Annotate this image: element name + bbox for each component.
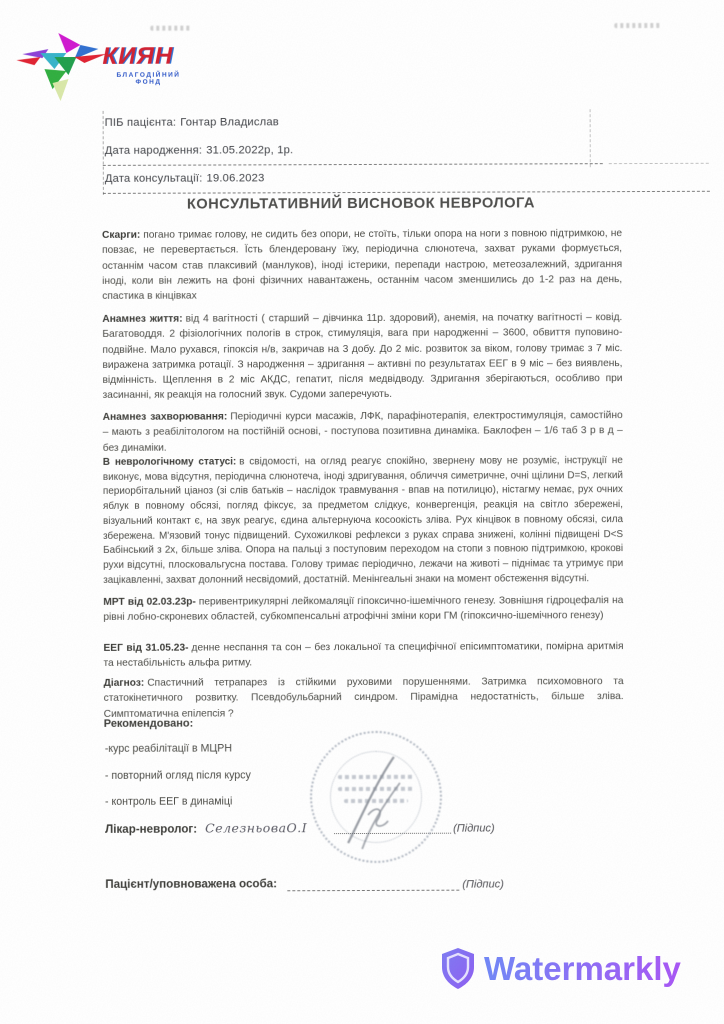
- logo-subtitle: БЛАГОДІЙНИЙ ФОНД: [116, 71, 181, 86]
- recommendation-item: - повторний огляд після курсу: [104, 769, 251, 782]
- section-text: погано тримає голову, не сидить без опори, не стоїть, тільки опора на ноги з повною підтримкою, не повзає, не перевертається. Їсть блендеровану їжу, періодична слюнотеча, захват руками формується, останнім часом став плаксивий (манлуков), іноді істерики, перепади настрою, метеозалежний, здригання іноді, коли він лежить на фоні фізичних навантажень, останнім часом зменшились до 1-2 раз на день, спастика в кінцівках: [102, 228, 623, 303]
- page-title: КОНСУЛЬТАТИВНИЙ ВИСНОВОК НЕВРОЛОГА: [186, 195, 535, 213]
- section-label: Діагноз:: [103, 677, 145, 689]
- fund-logo: [14, 27, 194, 106]
- section-complaints: [102, 226, 622, 311]
- birth-date-value: 31.05.2022р, 1р.: [206, 144, 294, 157]
- section-label: В неврологічному статусі:: [102, 456, 237, 468]
- consult-date-value: 19.06.2023: [206, 172, 265, 185]
- section-text: в свідомості, на огляд реагує спокійно, звернену мову не розуміє, інструкції не виконує, мова відсутня, періодична слюнотеча, іноді здригування, обличчя симетричне, очні щілини D=S, легкий периорбітальний ціаноз (зі слів батьків – наслідок травмування - впав на потилицю), ністагму немає, рух очних яблук в повному обсязі, погляд фіксує, за предметом слідкує, конвергенція, реакція на світло збережені, візуальний контакт є, на звук реагує, єдина альтернуюча косоокість зліва. Рух кінцівок в повному обсязі, сила збережена.: [102, 455, 624, 542]
- handwritten-signature: [310, 731, 442, 863]
- logo-text: [102, 43, 194, 86]
- section-label: Анамнез життя:: [102, 313, 183, 325]
- doctor-name: СелезньоваО.І: [205, 820, 308, 836]
- consult-date-field: [105, 172, 265, 185]
- section-label: Анамнез захворювання:: [102, 411, 228, 423]
- round-stamp: [310, 731, 442, 863]
- section-disease-anamnesis: [103, 408, 623, 456]
- signature-caption: (Підпис): [453, 822, 495, 835]
- section-text-2: М'язовий тонус підвищений. Сухожилкові рефлекси з руках справа знижені, колінні підвищені D<S Бабінський з 2х, більше зліва. Опора на пальці з поступовим переходом на стопи з повною підтримкою, крокові рухи відсутні, плосковальгусна постава. Голову тримає періодично, лежачи на животі – піднімає та утримує при зацікавленні, захват долонний несвідомий, достатній. Менінгеальні знаки на момент обстеження відсутні.: [103, 528, 624, 586]
- section-eeg: [103, 639, 623, 676]
- section-text: Спастичний тетрапарез із стійкими руховими порушеннями. Затримка психомовного та статокінетичного розвитку. Псевдобульбарний синдром. Пірамідна недостатність, більше зліва. Симптоматична епілепсія ?: [103, 676, 624, 720]
- section-text: Періодичні курси масажів, ЛФК, парафінотерапія, електростимуляція, самостійно – мають з реабілітологом на постійній основі, - поступова позитивна динаміка. Баклофен – 1/6 таб 3 р в д – без динаміки.: [102, 410, 623, 454]
- section-text: від 4 вагітності ( старший – дівчинка 11р. здоровий), анемія, на початку вагітності – ковід. Багатоводдя. 2 фізіологічних пологів в строк, стимуляція, вага при народженні – 3600, обвиття пуповино- подвійне. Мало рухався, гіпоксія н/в, закричав на 3 добу. До 2 міс. розвиток за віком, голову тримає з 7 міс. виражена затримка ротації. З народження – здригання – активні по результатах ЕЕГ в 9 міс – без виявлень, відмінність. Щеплення в 2 міс АКДС, гепатит, після медвідводу. Здригання зберігаються, особливо при засинанні, як реакція на голосний звук. Судоми заперечують.: [102, 312, 623, 402]
- shield-icon: [442, 948, 474, 989]
- section-mrt: [103, 593, 623, 642]
- field-border: [590, 109, 591, 167]
- section-label: МРТ від 02.03.23р-: [103, 596, 196, 608]
- watermark-text: Watermarkly: [484, 950, 681, 987]
- recommendation-item: - контроль ЕЕГ в динаміці: [104, 795, 233, 808]
- doctor-signature-row: [105, 820, 307, 836]
- patient-signature-line: [287, 890, 459, 892]
- field-underline: [103, 191, 710, 194]
- section-text: денне неспання та сон – без локальної та специфічної епісимптоматики, помірна аритмія та нестабільність альфа ритму.: [103, 641, 624, 670]
- section-life-anamnesis: [102, 310, 622, 410]
- consult-date-label: Дата консультації:: [104, 172, 203, 185]
- logo-brand: КИЯН: [102, 42, 174, 70]
- field-underline: [103, 163, 603, 166]
- birth-date-label: Дата народження:: [104, 144, 203, 157]
- section-label: Скарги:: [102, 229, 141, 241]
- scan-smudge: [614, 23, 662, 28]
- patient-name-value: Гонтар Владислав: [180, 116, 280, 129]
- watermarkly-logo: [436, 942, 714, 996]
- section-neuro-status: [103, 454, 623, 591]
- bird-logo-icon: [14, 27, 109, 105]
- patient-name-field: [105, 116, 279, 129]
- field-underline: [609, 163, 709, 164]
- birth-date-field: [105, 144, 294, 157]
- section-diagnosis: [104, 674, 624, 721]
- scan-smudge: [150, 26, 192, 31]
- signature-caption: (Підпис): [462, 878, 504, 891]
- recommendation-item: -курс реабілітації в МЦРН: [104, 742, 232, 755]
- section-text: перивентрикулярні лейкомаляції гіпоксично-ішемічного генезу. Зовнішня гідроцефалія на рівні лобно-скроневих областей, субкомпенсальні атрофічні зміни кори ГМ (гіпоксично-ішемічного генезу): [103, 595, 624, 624]
- recommendations-heading: Рекомендовано:: [103, 717, 194, 730]
- patient-signature-row: Пацієнт/уповноважена особа:: [105, 877, 278, 891]
- patient-name-label: ПІБ пацієнта:: [104, 116, 177, 129]
- doctor-label: Лікар-невролог:: [105, 822, 198, 836]
- section-label: ЕЕГ від 31.05.23-: [103, 642, 189, 654]
